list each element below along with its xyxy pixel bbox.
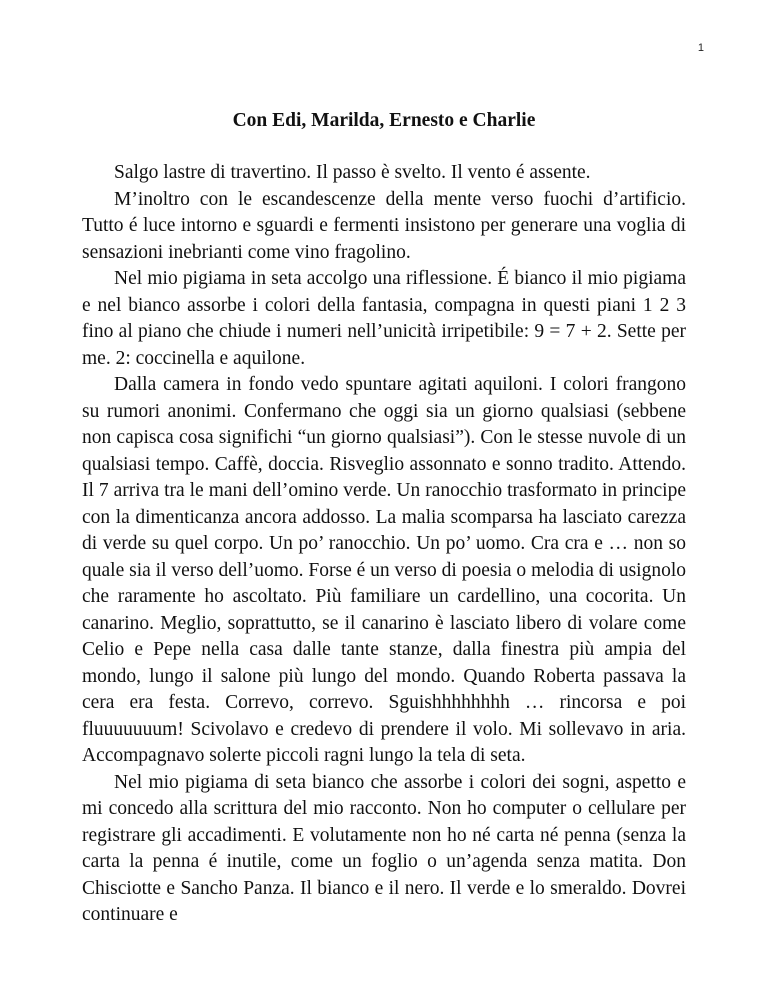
page-number: 1 <box>697 42 704 54</box>
paragraph: Nel mio pigiama in seta accolgo una riflessione. É bianco il mio pigiama e nel bianco assorbe i colori della fantasia, compagna in questi piani 1 2 3 fino al piano che chiude i numeri nell’unicità irripetibile: 9 = 7 + 2. Sette per me. 2: coccinella e aquilone. <box>82 268 686 369</box>
document-body <box>82 160 686 929</box>
paragraph: Dalla camera in fondo vedo spuntare agitati aquiloni. I colori frangono su rumori anonimi. Confermano che oggi sia un giorno qualsiasi (sebbene non capisca cosa significhi “un giorno qualsiasi”). Con le stesse nuvole di un qualsiasi tempo. Caffè, doccia. Risveglio assonnato e sonno tradito. Attendo. Il 7 arriva tra le mani dell’omino verde. Un ranocchio trasformato in principe con la dimenticanza ancora addosso. La malia scomparsa ha lasciato carezza di verde su quel corpo. Un po’ ranocchio. Un po’ uomo. Cra cra e … non so quale sia il verso dell’uomo. Forse é un verso di poesia o melodia di usignolo che raramente ho ascoltato. Più familiare un cardellino, una cocorita. Un canarino. Meglio, soprattutto, se il canarino è lasciato libero di volare come Celio e Pepe nella casa dalle tante stanze, dalla finestra più ampia del mondo, lungo il salone più lungo del mondo. Quando Roberta passava la cera era festa. Correvo, correvo. Sguishhhhhhhh … rincorsa e poi fluuuuuuum! Scivolavo e credevo di prendere il volo. Mi sollevavo in aria. Accompagnavo solerte piccoli ragni lungo la tela di seta. <box>82 374 686 766</box>
document-title: Con Edi, Marilda, Ernesto e Charlie <box>232 110 536 131</box>
paragraph: Nel mio pigiama di seta bianco che assorbe i colori dei sogni, aspetto e mi concedo alla scrittura del mio racconto. Non ho computer o cellulare per registrare gli accadimenti. E volutamente non ho né carta né penna (senza la carta la penna é inutile, come un foglio o un’agenda senza matita. Don Chisciotte e Sancho Panza. Il bianco e il nero. Il verde e lo smeraldo. Dovrei continuare e <box>82 771 686 925</box>
paragraph: Salgo lastre di travertino. Il passo è svelto. Il vento é assente. <box>114 162 591 183</box>
paragraph: M’inoltro con le escandescenze della mente verso fuochi d’artificio. Tutto é luce intorno e sguardi e fermenti insistono per generare una voglia di sensazioni inebrianti come vino fragolino. <box>82 188 686 263</box>
